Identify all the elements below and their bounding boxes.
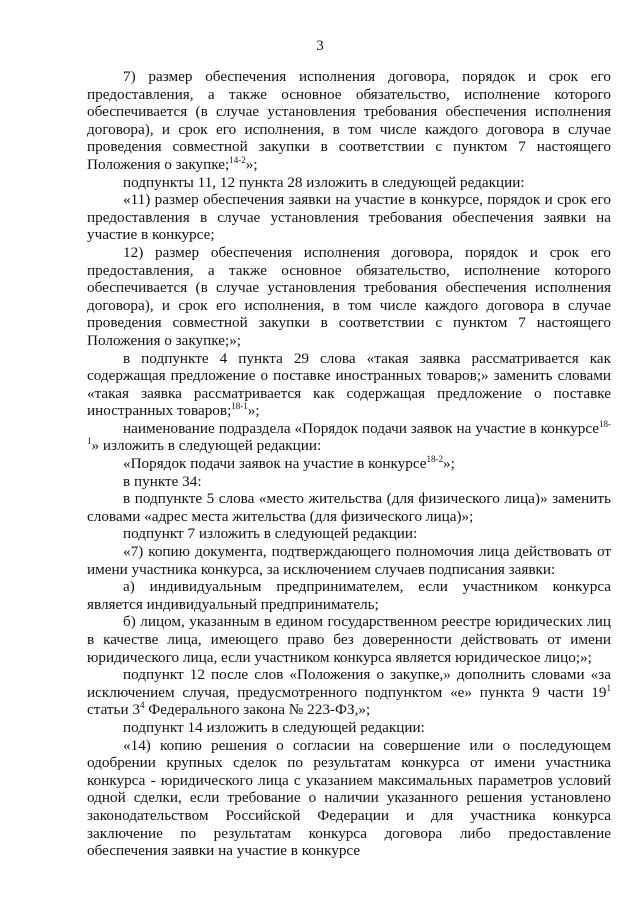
paragraph-text: Федерального закона № 223-ФЗ,»;: [144, 701, 371, 719]
paragraph-text: в подпункте 5 слова «место жительства (для физического лица)» заменить словами «адрес места жительства (для физического лица)»;: [87, 490, 611, 525]
paragraph: [87, 455, 611, 473]
paragraph: [87, 490, 611, 525]
paragraph: [87, 737, 611, 860]
paragraph: [87, 719, 611, 737]
paragraph-text: статьи 3: [87, 701, 140, 719]
paragraph-text: »;: [443, 455, 455, 473]
paragraph: [87, 350, 611, 420]
paragraph-text: 7) размер обеспечения исполнения договора, порядок и срок его предоставления, а также основное обязательство, исполнение которого обеспечивается (в случае установления требования обеспечения исполнения договора), и срок его исполнения, в том числе каждого договора в случае проведения совместной закупки в соответствии с пунктом 7 настоящего Положения о закупке;: [87, 68, 611, 173]
footnote-ref: 1: [606, 682, 611, 693]
paragraph-text: подпункты 11, 12 пункта 28 изложить в следующей редакции:: [123, 173, 525, 191]
footnote-ref: 18-2: [426, 454, 443, 464]
page-number: 3: [316, 38, 324, 54]
paragraph: [87, 68, 611, 174]
paragraph-text: »;: [245, 155, 258, 173]
paragraph: [87, 174, 611, 192]
paragraph: [87, 525, 611, 543]
document-body: [87, 68, 611, 860]
paragraph: [87, 613, 611, 666]
paragraph: [87, 473, 611, 491]
paragraph-text: «7) копию документа, подтверждающего полномочия лица действовать от имени участника конкурса, за исключением случаев подписания заявки:: [87, 543, 611, 578]
paragraph-text: а) индивидуальным предпринимателем, если участником конкурса является индивидуальный предприниматель;: [87, 578, 611, 613]
paragraph-text: в пункте 34:: [123, 472, 202, 490]
footnote-ref: 4: [140, 700, 145, 711]
paragraph-text: подпункт 7 изложить в следующей редакции:: [123, 525, 418, 543]
footnote-ref: 18-1: [231, 401, 248, 412]
footnote-ref: 14-2: [229, 154, 246, 165]
paragraph-text: «Порядок подачи заявок на участие в конкурсе: [123, 455, 427, 473]
paragraph: [87, 420, 611, 455]
paragraph-text: наименование подраздела «Порядок подачи заявок на участие в конкурсе: [123, 419, 599, 437]
paragraph-text: »;: [247, 402, 260, 420]
paragraph-text: » изложить в следующей редакции:: [91, 437, 322, 455]
paragraph: [87, 244, 611, 350]
paragraph: [87, 543, 611, 578]
paragraph-text: «14) копию решения о согласии на совершение или о последующем одобрении крупных сделок по результатам конкурса от имени участника конкурса - юридического лица с указанием максимальных параметров условий одной сделки, если требование о наличии указанного решения установлено законодательством Российской Федерации и для участника конкурса заключение по результатам конкурса договора либо предоставление обеспечения заявки на участие в конкурсе: [87, 736, 611, 860]
paragraph: [87, 191, 611, 244]
paragraph-text: подпункт 12 после слов «Положения о закупке,» дополнить словами «за исключением случая, предусмотренного подпунктом «е» пункта 9 части 19: [87, 666, 611, 701]
paragraph-text: в подпункте 4 пункта 29 слова «такая заявка рассматривается как содержащая предложение о поставке иностранных товаров;» заменить словами «такая заявка рассматривается как содержащая предложение о поставке иностранных товаров;: [87, 349, 611, 420]
footnote-ref: 18-1: [87, 418, 611, 447]
paragraph-text: подпункт 14 изложить в следующей редакции:: [123, 718, 425, 736]
paragraph-text: «11) размер обеспечения заявки на участие в конкурсе, порядок и срок его предоставления в случае установления требования обеспечения заявки на участие в конкурсе;: [87, 191, 611, 244]
paragraph: [87, 666, 611, 719]
paragraph: [87, 578, 611, 613]
paragraph-text: б) лицом, указанным в едином государственном реестре юридических лиц в качестве лица, имеющего право без доверенности действовать от имени юридического лица, если участником конкурса является юридическое лицо;»;: [87, 613, 611, 666]
paragraph-text: 12) размер обеспечения исполнения договора, порядок и срок его предоставления, а также основное обязательство, исполнение которого обеспечивается (в случае установления требования обеспечения исполнения договора), и срок его исполнения, в том числе каждого договора в случае проведения совместной закупки в соответствии с пунктом 7 настоящего Положения о закупке;»;: [87, 243, 611, 349]
